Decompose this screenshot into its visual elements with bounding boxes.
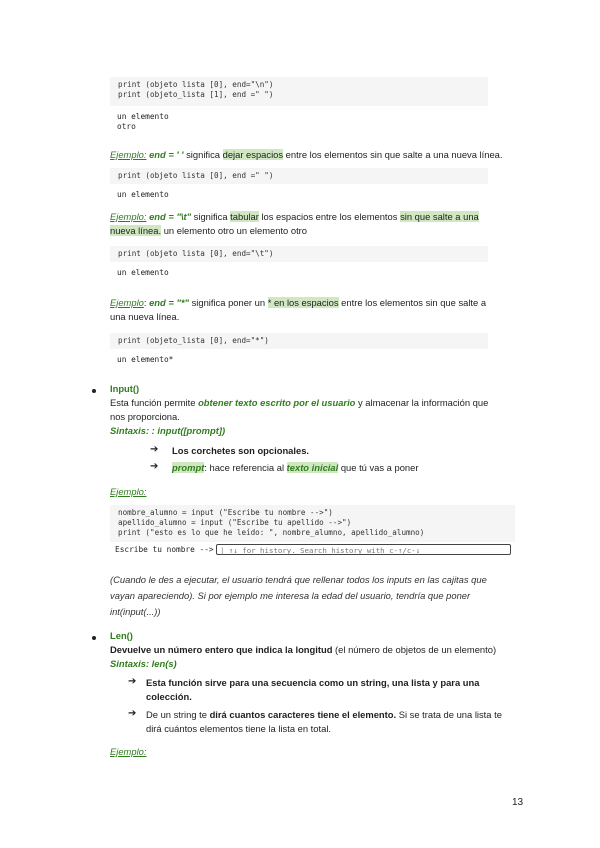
len-section: Len() Devuelve un número entero que indica la longitud (el número de objetos de un elemento) Sintaxis: len(s) <box>110 630 497 669</box>
output-3: un elemento <box>117 268 169 277</box>
example-1: Ejemplo: end = ' ' significa dejar espacios entre los elementos sin que salte a una nueva línea. <box>110 149 503 160</box>
bullet-text: De un string te dirá cuantos caracteres tiene el elemento. Si se trata de una lista te dirá cuántos elementos tiene la lista en total. <box>146 709 502 734</box>
example-label: Ejemplo: <box>110 149 147 160</box>
code-block-3: print (objeto lista [0], end="\t") <box>110 246 488 262</box>
arrow-icon: ➔ <box>150 444 159 455</box>
input-section: Input() Esta función permite obtener texto escrito por el usuario y almacenar la información que nos proporciona. Sintaxis: : input([prompt]) <box>110 383 489 436</box>
page-number: 13 <box>512 797 524 808</box>
bullet-icon <box>92 389 96 393</box>
output-2: un elemento <box>117 190 169 198</box>
prompt-text: Escribe tu nombre --> <box>115 545 214 554</box>
example-label: Ejemplo: <box>110 746 147 757</box>
example-label: Ejemplo: <box>110 486 147 497</box>
arrow-icon: ➔ <box>128 676 137 687</box>
example-label: Ejemplo: <box>110 211 147 222</box>
bullet-text: Esta función sirve para una secuencia como un string, una lista y para una colección. <box>146 677 480 702</box>
bullet-text: prompt: hace referencia al texto inicial que tú vas a poner <box>172 462 419 473</box>
bullet-icon <box>92 636 96 640</box>
arrow-icon: ➔ <box>128 708 137 719</box>
code-block-4: print (objeto_lista [0], end="*") <box>110 333 488 349</box>
output-1: un elemento otro <box>117 112 169 131</box>
section-title: Len() <box>110 630 133 641</box>
arrow-icon: ➔ <box>150 461 159 472</box>
console-input[interactable]: | ↑↓ for history. Search history with c-↑/c-↓ <box>216 544 511 555</box>
input-note: (Cuando le des a ejecutar, el usuario tendrá que rellenar todos los inputs en las cajitas que vayan apareciendo). Si por ejemplo me interesa la edad del usuario, tendría que poner int(input(...)) <box>110 574 487 617</box>
code-block-1: print (objeto lista [0], end="\n") print (objeto_lista [1], end =" ") <box>110 77 488 106</box>
example-3: Ejemplo: end = "*" significa poner un * en los espacios entre los elementos sin que salte a una nueva línea. <box>110 297 487 322</box>
section-title: Input() <box>110 383 140 394</box>
example-2: Ejemplo: end = "\t" significa tabular los espacios entre los elementos sin que salte a una nueva línea. un elemento otro un elemento otro <box>110 211 479 236</box>
example-label: Ejemplo <box>110 297 144 308</box>
output-4: un elemento* <box>117 355 174 364</box>
bullet-text: Los corchetes son opcionales. <box>172 445 310 456</box>
code-block-input: nombre_alumno = input ("Escribe tu nombre -->") apellido_alumno = input ("Escribe tu apellido -->") print ("esto es lo que he leído: ", nombre_alumno, apellido_alumno) <box>110 505 515 542</box>
code-block-2: print (objeto lista [0], end =" ") <box>110 168 488 184</box>
